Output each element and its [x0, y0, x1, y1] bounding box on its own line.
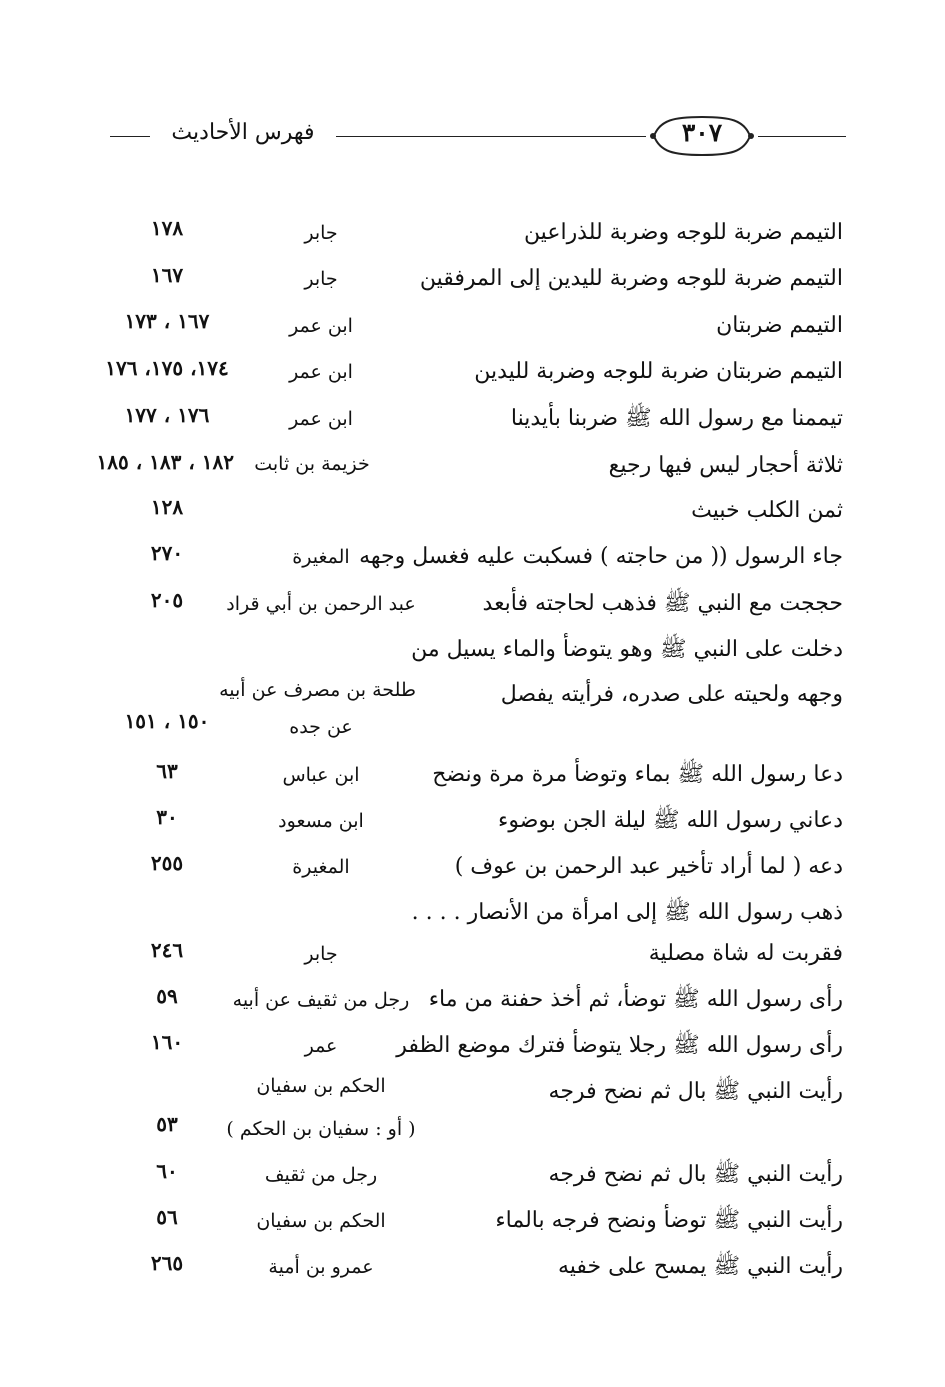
entry-text: دعه ( لما أراد تأخير عبد الرحمن بن عوف )	[454, 854, 843, 879]
entry-text: التيمم ضربة للوجه وضربة للذراعين	[523, 220, 843, 245]
entry-text: رأيت النبي ﷺ بال ثم نضح فرجه	[548, 1079, 843, 1104]
entry-text: رأى رسول الله ﷺ توضأ، ثم أخذ حفنة من ماء	[428, 987, 843, 1012]
entry-narrator: رجل من ثقيف عن أبيه	[232, 989, 410, 1011]
entry-pages: ٢٧٠	[150, 541, 184, 565]
entry-narrator: المغيرة	[292, 856, 350, 878]
entry-text: وجهه ولحيته على صدره، فرأيته يفصل	[500, 682, 843, 707]
entry-pages: ٢٥٥	[150, 851, 184, 875]
entry-narrator: الحكم بن سفيان	[256, 1210, 386, 1232]
entry-text: جاء الرسول (( من حاجته ) فسكبت عليه فغسل وجهه	[359, 544, 843, 569]
entry-pages: ١٧٦ ، ١٧٧	[124, 403, 210, 427]
entry-text: حججت مع النبي ﷺ فذهب لحاجته فأبعد	[482, 591, 843, 616]
entry-text: تيممنا مع رسول الله ﷺ ضربنا بأيدينا	[510, 406, 843, 431]
entry-narrator: عمرو بن أمية	[268, 1256, 374, 1278]
entry-pages: ١٢٨	[150, 495, 184, 519]
entry-text: ذهب رسول الله ﷺ إلى امرأة من الأنصار . . . .	[411, 900, 843, 925]
entry-text: التيمم ضربتان	[716, 313, 843, 338]
entry-pages: ٦٣	[156, 759, 178, 783]
entry-pages: ١٦٧ ، ١٧٣	[124, 309, 210, 333]
entry-pages: ١٥٠ ، ١٥١	[124, 709, 210, 733]
entry-text: دعا رسول الله ﷺ بماء وتوضأ مرة مرة ونضح	[432, 762, 843, 787]
entry-text: رأيت النبي ﷺ توضأ ونضح فرجه بالماء	[495, 1208, 843, 1233]
entry-narrator: رجل من ثقيف	[264, 1164, 378, 1186]
entry-pages: ٥٣	[156, 1112, 178, 1136]
entry-narrator: المغيرة	[292, 546, 350, 568]
entry-pages: ٢٦٥	[150, 1251, 184, 1275]
entry-pages: ١٧٨	[150, 216, 184, 240]
entry-text: رأيت النبي ﷺ بال ثم نضح فرجه	[548, 1162, 843, 1187]
entry-text: فقربت له شاة مصلية	[648, 941, 843, 966]
entry-pages: ٣٠	[156, 805, 178, 829]
entry-narrator: ابن عمر	[289, 361, 353, 383]
entry-pages: ٦٠	[156, 1159, 178, 1183]
entry-pages: ١٨٢ ، ١٨٣ ، ١٨٥	[96, 450, 234, 474]
entry-pages: ١٧٤، ١٧٥، ١٧٦	[105, 356, 229, 380]
entry-narrator: ابن عباس	[282, 764, 360, 786]
entry-narrator: جابر	[304, 222, 338, 244]
entry-narrator: ابن عمر	[289, 315, 353, 337]
entry-pages: ١٦٠	[150, 1030, 184, 1054]
entry-narrator: طلحة بن مصرف عن أبيه	[219, 679, 416, 701]
entry-text: رأيت النبي ﷺ يمسح على خفيه	[557, 1254, 843, 1279]
entry-narrator: عمر	[304, 1035, 338, 1057]
entry-text: دعاني رسول الله ﷺ ليلة الجن بوضوء	[498, 808, 843, 833]
entry-pages: ١٦٧	[150, 263, 184, 287]
entry-pages: ٢٤٦	[150, 938, 184, 962]
entry-text: التيمم ضربة للوجه وضربة لليدين إلى المرفقين	[419, 266, 843, 291]
entry-text: ثلاثة أحجار ليس فيها رجيع	[608, 453, 843, 478]
entry-narrator: عبد الرحمن بن أبي قراد	[226, 593, 416, 615]
entry-narrator: الحكم بن سفيان	[256, 1075, 386, 1097]
header-title: فهرس الأحاديث	[171, 120, 315, 145]
entry-narrator: خزيمة بن ثابت	[254, 453, 370, 475]
entry-narrator: ابن عمر	[289, 408, 353, 430]
entry-narrator: ابن مسعود	[278, 810, 364, 832]
entry-text: ثمن الكلب خبيث	[691, 498, 843, 523]
entry-pages: ٢٠٥	[150, 588, 184, 612]
entry-text: دخلت على النبي ﷺ وهو يتوضأ والماء يسيل من	[411, 637, 843, 662]
entry-pages: ٥٦	[156, 1205, 178, 1229]
entry-text: التيمم ضربتان ضربة للوجه وضربة لليدين	[474, 359, 843, 384]
entry-narrator: جابر	[304, 943, 338, 965]
entry-pages: ٥٩	[156, 984, 178, 1008]
entry-narrator: ( أو : سفيان بن الحكم )	[226, 1118, 416, 1140]
entry-text: رأى رسول الله ﷺ رجلا يتوضأ فترك موضع الظفر	[396, 1033, 843, 1058]
entry-narrator: جابر	[304, 268, 338, 290]
entry-narrator: عن جده	[289, 716, 353, 738]
page-number: ٣٠٧	[681, 118, 723, 147]
